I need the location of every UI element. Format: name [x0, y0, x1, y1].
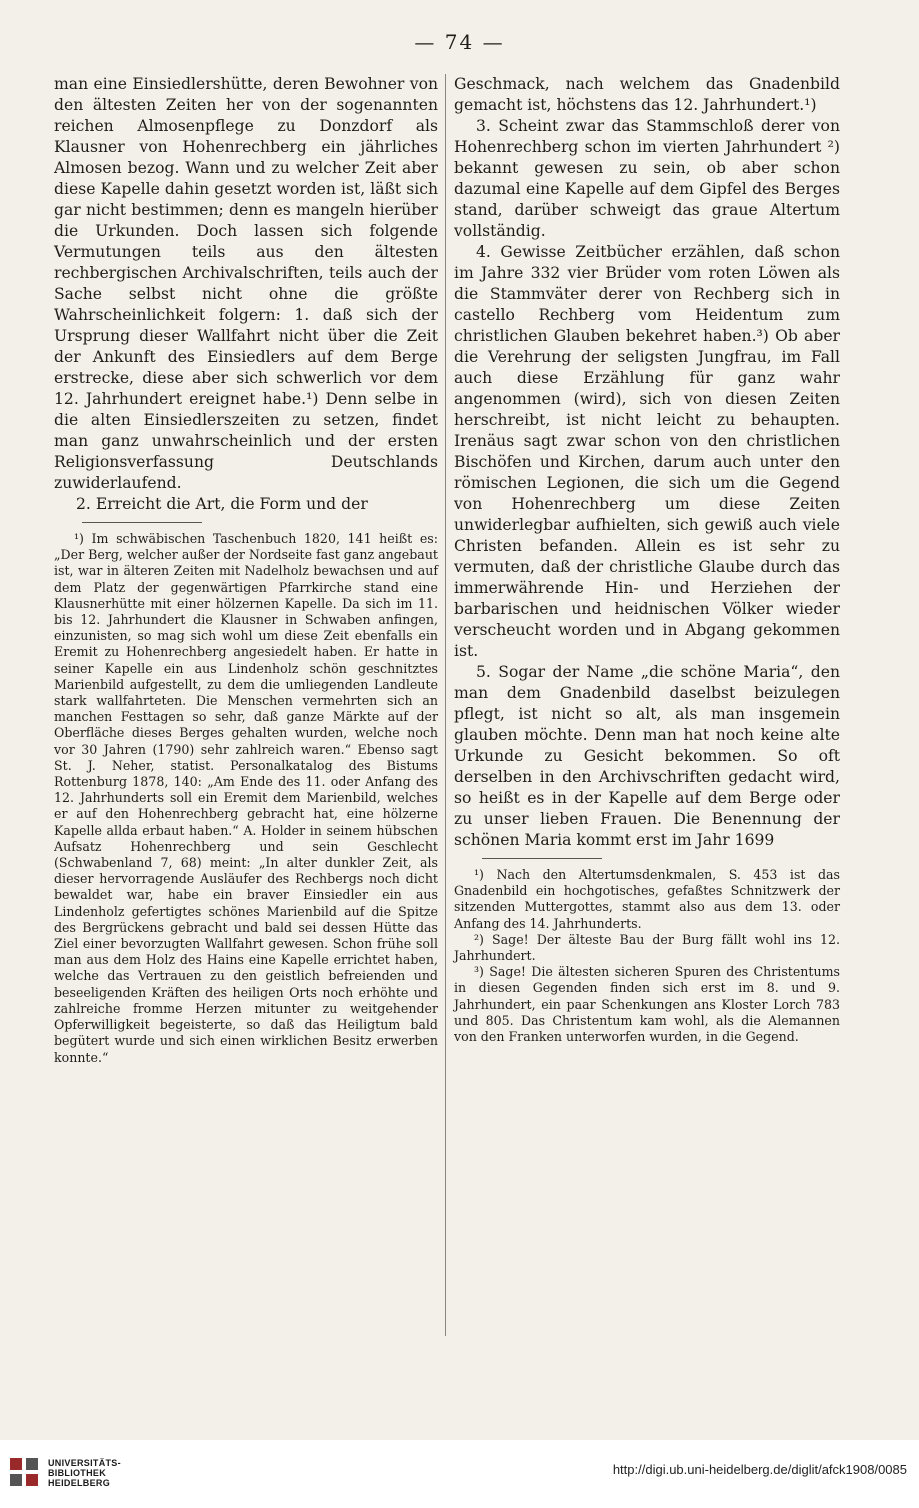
right-paragraph-1: Geschmack, nach welchem das Gnadenbild gemacht ist, höchstens das 12. Jahrhundert.¹) — [454, 75, 840, 114]
right-paragraph-3: 4. Gewisse Zeitbücher erzählen, daß schon im Jahre 332 vier Brüder vom roten Löwen als die Stammväter derer von Rechberg sich in castello Rechberg vom Heidentum zum christlichen Glauben bekehret haben.³) Ob aber die Verehrung der seligsten Jungfrau, im Fall auch diese Erzählung für ganz wahr angenommen (wird), sich von diesen Zeiten herschreibt, ist nicht leicht zu behaupten. Irenäus sagt zwar schon von den christlichen Bischöfen und Kirchen, darum auch unter den römischen Legionen, die sich um die Gegend von Hohenrechberg um diese Zeiten unwiderlegbar aufhielten, sich gewiß auch viele Christen befanden. Allein es ist sehr zu vermuten, daß der christliche Glaube durch das immerwährende Hin- und Herziehen der barbarischen und heidnischen Völker wieder verscheucht worden und in Abgang gekommen ist. — [454, 243, 840, 660]
footer-bar — [0, 1440, 919, 1508]
right-footnote-1: ¹) Nach den Altertumsdenkmalen, S. 453 ist das Gnadenbild ein hochgotisches, gefaßtes Schnitzwerk der sitzenden Muttergottes, stammt also aus dem 13. oder Anfang des 14. Jahrhunderts. — [454, 867, 840, 931]
left-paragraph-2: 2. Erreicht die Art, die Form und der — [76, 495, 368, 513]
left-column — [54, 74, 438, 1066]
left-paragraph-1: man eine Einsiedlershütte, deren Bewohner von den ältesten Zeiten her von der sogenannten reichen Almosenpflege zu Donzdorf als Klausner von Hohenrechberg ein jährliches Almosen bezog. Wann und zu welcher Zeit aber diese Kapelle dahin gesetzt worden ist, läßt sich gar nicht bestimmen; denn es mangeln hierüber die Urkunden. Doch lassen sich folgende Vermutungen teils aus den ältesten rechbergischen Archivalschriften, teils auch der Sache selbst nicht ohne die größte Wahrscheinlichkeit folgern: 1. daß sich der Ursprung dieser Wallfahrt nicht über die Zeit der Ankunft des Einsiedlers auf dem Berge erstrecke, diese aber sich schwerlich vor dem 12. Jahrhundert ereignet habe.¹) Denn selbe in die alten Einsiedlerszeiten zu setzen, findet man ganz unwahrscheinlich und der ersten Religionsverfassung Deutschlands zuwiderlaufend. — [54, 75, 438, 492]
right-footnote-2: ²) Sage! Der älteste Bau der Burg fällt wohl ins 12. Jahrhundert. — [454, 931, 840, 964]
library-logo[interactable] — [10, 1454, 150, 1494]
right-footnote-3: ³) Sage! Die ältesten sicheren Spuren des Christentums in diesen Gegenden finden sich erst im 8. und 9. Jahrhundert, ein paar Schenkungen ans Kloster Lorch 783 und 805. Das Christentum kam wohl, als die Alemannen von den Franken unterworfen wurden, in die Gegend. — [454, 964, 840, 1045]
right-paragraph-4: 5. Sogar der Name „die schöne Maria“, den man dem Gnadenbild daselbst beizulegen pflegt, ist nicht so alt, als man insgemein glauben möchte. Denn man hat noch keine alte Urkunde zu Gesicht bekommen. So oft derselben in den Archivschriften gedacht wird, so heißt es in der Kapelle auf dem Berge oder zu unser lieben Frauen. Die Benennung der schönen Maria kommt erst im Jahr 1699 — [454, 663, 840, 849]
logo-line-3: HEIDELBERG — [48, 1478, 111, 1488]
library-logo-icon — [10, 1458, 38, 1486]
left-footnotes — [54, 531, 438, 1066]
right-column — [454, 74, 840, 1045]
footnote-rule — [482, 858, 602, 859]
logo-line-2: BIBLIOTHEK — [48, 1468, 106, 1478]
source-url-link[interactable]: http://digi.ub.uni-heidelberg.de/diglit/afck1908/0085 — [612, 1462, 907, 1477]
footnote-rule — [82, 522, 202, 523]
page-number: — 74 — — [414, 30, 505, 54]
library-logo-text — [48, 1458, 121, 1488]
right-paragraph-2: 3. Scheint zwar das Stammschloß derer von Hohenrechberg schon im vierten Jahrhundert ²) bekannt gewesen zu sein, ob aber schon dazumal eine Kapelle auf dem Gipfel des Berges stand, darüber schweigt das graue Altertum vollständig. — [454, 117, 840, 240]
logo-line-1: UNIVERSITÄTS- — [48, 1458, 121, 1468]
column-divider — [445, 74, 446, 1336]
right-footnotes — [454, 867, 840, 1045]
left-footnote-1: ¹) Im schwäbischen Taschenbuch 1820, 141 heißt es: „Der Berg, welcher außer der Nordseite fast ganz angebaut ist, war in älteren Zeiten mit Nadelholz bewachsen und auf dem Platz der gegenwärtigen Pfarrkirche stand eine Klausnerhütte mit einer hölzernen Kapelle. Da sich im 11. bis 12. Jahrhundert die Klausner in Schwaben anfingen, einzunisten, so mag sich wohl um diese Zeit ebenfalls ein Eremit zu Hohenrechberg angesiedelt haben. Er hatte in seiner Kapelle ein aus Lindenholz schön geschnitztes Marienbild aufgestellt, zu dem die umliegenden Landleute stark wallfahrteten. Die Menschen vermehrten sich an manchen Festtagen so sehr, daß ganze Märkte auf der Oberfläche dieses Berges gehalten wurden, welche noch vor 30 Jahren (1790) sehr zahlreich waren.“ Ebenso sagt St. J. Neher, statist. Personalkatalog des Bistums Rottenburg 1878, 140: „Am Ende des 11. oder Anfang des 12. Jahrhunderts soll ein Eremit dem Marienbild, welches er auf den Hohenrechberg gebracht hat, eine hölzerne Kapelle allda erbaut haben.“ A. Holder in seinem hübschen Aufsatz Hohenrechberg und sein Geschlecht (Schwabenland 7, 68) meint: „In alter dunkler Zeit, als dieser hervorragende Ausläufer des Rechbergs noch dicht bewaldet war, habe ein braver Einsiedler ein aus Lindenholz gefertigtes schönes Marienbild auf die Spitze des Bergrückens gebracht und bald sei dessen Hütte das Ziel einer bevorzugten Wallfahrt gewesen. Schon frühe soll man aus dem Holz des Hains eine Kapelle errichtet haben, welche das Vertrauen zu den geistlich befreienden und beseeligenden Kräften des heiligen Orts noch erhöhte und zahlreiche fromme Herzen mitunter zu weitgehender Opferwilligkeit begeisterte, so daß das Heiligtum bald begütert wurde und sich einen wirklichen Besitz erwerben konnte.“ — [54, 531, 438, 1065]
